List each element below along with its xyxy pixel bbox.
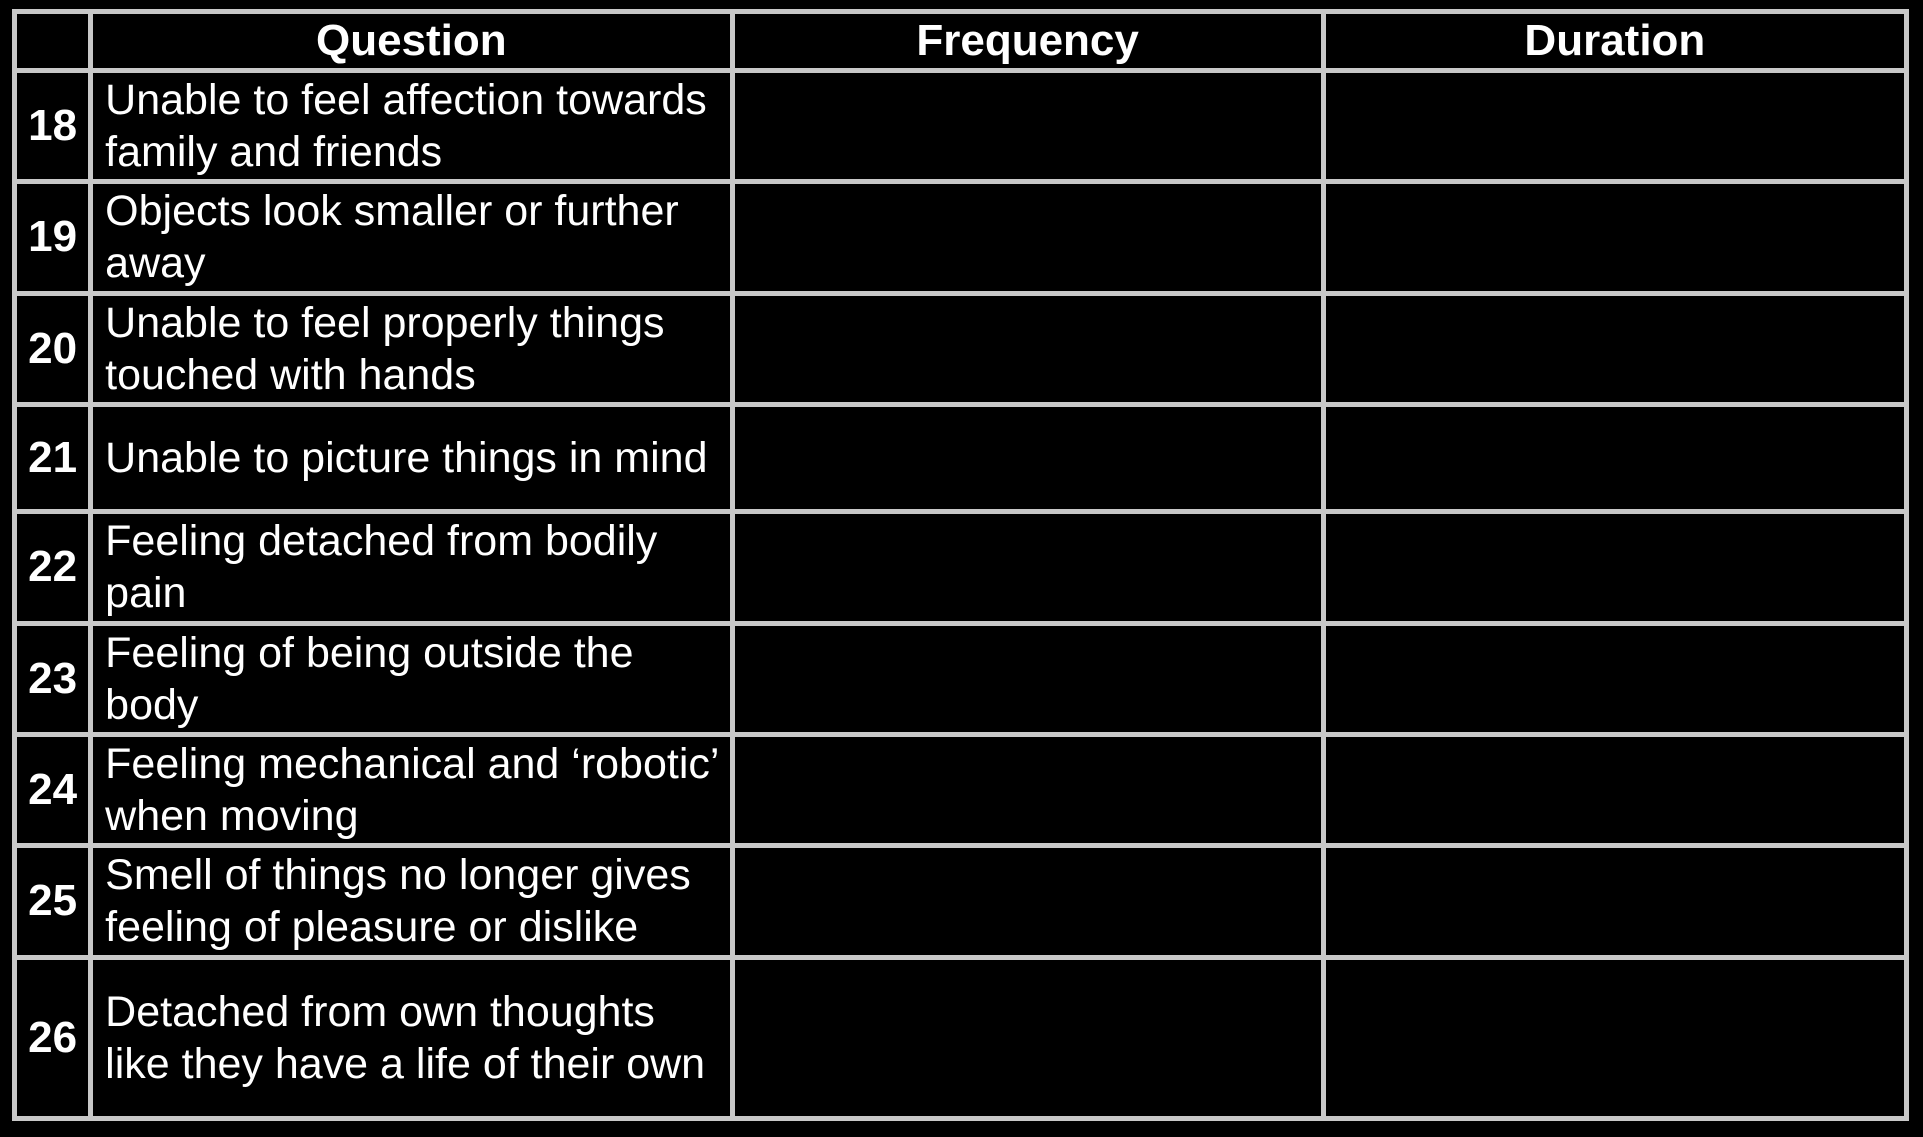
row-question: Unable to feel affection towards family and friends bbox=[91, 71, 732, 182]
header-row bbox=[15, 12, 1907, 71]
row-number: 22 bbox=[15, 512, 91, 623]
row-number: 23 bbox=[15, 623, 91, 734]
row-number: 24 bbox=[15, 734, 91, 845]
row-number: 20 bbox=[15, 293, 91, 404]
frequency-cell[interactable] bbox=[732, 623, 1323, 734]
duration-cell[interactable] bbox=[1323, 71, 1906, 182]
table-row bbox=[15, 957, 1907, 1118]
duration-cell[interactable] bbox=[1323, 957, 1906, 1118]
table-row bbox=[15, 71, 1907, 182]
frequency-cell[interactable] bbox=[732, 846, 1323, 957]
table-row bbox=[15, 623, 1907, 734]
row-question: Detached from own thoughts like they have a life of their own bbox=[91, 957, 732, 1118]
frequency-cell[interactable] bbox=[732, 512, 1323, 623]
duration-cell[interactable] bbox=[1323, 404, 1906, 511]
row-question: Feeling detached from bodily pain bbox=[91, 512, 732, 623]
frequency-cell[interactable] bbox=[732, 182, 1323, 293]
duration-cell[interactable] bbox=[1323, 623, 1906, 734]
row-question: Smell of things no longer gives feeling of pleasure or dislike bbox=[91, 846, 732, 957]
row-number: 26 bbox=[15, 957, 91, 1118]
questionnaire-table bbox=[12, 9, 1909, 1121]
frequency-cell[interactable] bbox=[732, 293, 1323, 404]
duration-cell[interactable] bbox=[1323, 182, 1906, 293]
row-number: 21 bbox=[15, 404, 91, 511]
row-question: Objects look smaller or further away bbox=[91, 182, 732, 293]
header-number bbox=[15, 12, 91, 71]
row-question: Unable to picture things in mind bbox=[91, 404, 732, 511]
header-frequency: Frequency bbox=[732, 12, 1323, 71]
table-row bbox=[15, 512, 1907, 623]
row-question: Feeling of being outside the body bbox=[91, 623, 732, 734]
header-question: Question bbox=[91, 12, 732, 71]
table-row bbox=[15, 734, 1907, 845]
frequency-cell[interactable] bbox=[732, 404, 1323, 511]
frequency-cell[interactable] bbox=[732, 71, 1323, 182]
table-row bbox=[15, 846, 1907, 957]
duration-cell[interactable] bbox=[1323, 293, 1906, 404]
row-question: Unable to feel properly things touched with hands bbox=[91, 293, 732, 404]
duration-cell[interactable] bbox=[1323, 734, 1906, 845]
table-row bbox=[15, 182, 1907, 293]
duration-cell[interactable] bbox=[1323, 846, 1906, 957]
row-question: Feeling mechanical and ‘robotic’ when moving bbox=[91, 734, 732, 845]
row-number: 25 bbox=[15, 846, 91, 957]
header-duration: Duration bbox=[1323, 12, 1906, 71]
frequency-cell[interactable] bbox=[732, 957, 1323, 1118]
row-number: 18 bbox=[15, 71, 91, 182]
table-row bbox=[15, 293, 1907, 404]
table-row bbox=[15, 404, 1907, 511]
duration-cell[interactable] bbox=[1323, 512, 1906, 623]
frequency-cell[interactable] bbox=[732, 734, 1323, 845]
row-number: 19 bbox=[15, 182, 91, 293]
